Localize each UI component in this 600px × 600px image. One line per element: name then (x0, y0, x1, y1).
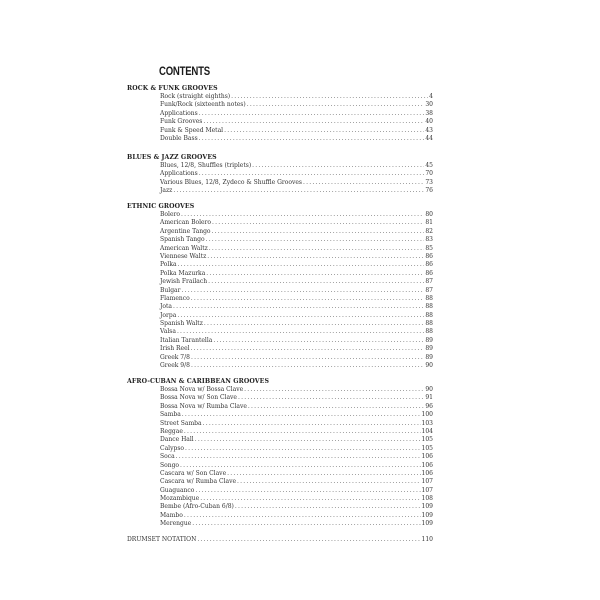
toc-entry (127, 420, 433, 428)
leader-dots (237, 478, 421, 486)
toc-entry (127, 512, 433, 520)
toc-entry-label: Cascara w/ Rumba Clave (160, 478, 237, 486)
leader-dots (199, 170, 425, 178)
toc-entry-label: Bossa Nova w/ Bossa Clave (160, 386, 244, 393)
toc-entry-label: Cascara w/ Son Clave (160, 469, 227, 477)
toc-entry-page: 88 (425, 294, 433, 302)
leader-dots (206, 236, 425, 244)
toc-entry (127, 495, 433, 503)
toc-entry-page: 100 (421, 411, 433, 419)
leader-dots (212, 219, 424, 227)
leader-dots (199, 110, 425, 118)
toc-entry-label: Applications (160, 109, 198, 117)
toc-entry (127, 354, 433, 362)
toc-entry-page: 106 (421, 469, 433, 477)
toc-entry-page: 89 (425, 336, 433, 344)
leader-dots (177, 328, 424, 336)
leader-dots (248, 403, 424, 411)
toc-entry (127, 179, 433, 187)
toc-entry-label: Calypso (160, 444, 185, 452)
leader-dots (191, 362, 424, 370)
leader-dots (191, 345, 425, 353)
toc-section (127, 202, 433, 370)
toc-entry-page: 82 (425, 227, 433, 235)
toc-entry-page: 106 (421, 453, 433, 461)
toc-entry-page: 106 (421, 461, 433, 469)
toc-entry-page: 83 (425, 236, 433, 244)
toc-entry-label: Applications (160, 170, 198, 178)
toc-entry-label: Bolero (160, 211, 180, 218)
toc-entry (127, 253, 433, 261)
toc-entry-page: 44 (425, 134, 433, 142)
toc-entry (127, 278, 433, 286)
toc-entry (127, 453, 433, 461)
leader-dots (195, 436, 421, 444)
toc-entry-label: Bossa Nova w/ Rumba Clave (160, 402, 247, 410)
toc-entry-page: 85 (425, 244, 433, 252)
leader-dots (182, 411, 421, 419)
toc-entry-label: Dance Hall (160, 436, 194, 444)
toc-entry (127, 462, 433, 470)
toc-entry-page: 4 (429, 93, 433, 100)
toc-entry-page: 89 (425, 345, 433, 353)
toc-entry-label: Funk Grooves (160, 118, 203, 126)
toc-entry-label: Funk & Speed Metal (160, 126, 224, 134)
toc-entry-page: 40 (425, 118, 433, 126)
leader-dots (244, 386, 424, 394)
toc-entry-label: Street Samba (160, 419, 202, 427)
toc-entry (127, 328, 433, 336)
toc-entry-page: 88 (425, 328, 433, 336)
leader-dots (209, 245, 425, 253)
leader-dots (213, 337, 424, 345)
leader-dots (235, 503, 421, 511)
toc-section (127, 153, 433, 196)
toc-entry (127, 261, 433, 269)
leader-dots (181, 211, 424, 219)
toc-entry-page: 86 (425, 269, 433, 277)
toc-entry (127, 386, 433, 394)
leader-dots (200, 495, 420, 503)
toc-entry (127, 228, 433, 236)
toc-entry-label: Polka (160, 261, 177, 269)
toc-entry-label: Jazz (160, 187, 173, 195)
leader-dots (212, 228, 425, 236)
toc-entry-label: Jota (160, 303, 173, 311)
toc-entry-label: Greek 7/8 (160, 353, 190, 361)
leader-dots (203, 118, 424, 126)
leader-dots (191, 354, 424, 362)
leader-dots (178, 261, 425, 269)
toc-entry-page: 76 (425, 187, 433, 195)
toc-entry (127, 127, 433, 135)
toc-entry-label: Rock (straight eighths) (160, 93, 231, 100)
toc-entry (127, 118, 433, 126)
toc-entry-label: American Bolero (160, 219, 212, 227)
toc-entry (127, 219, 433, 227)
toc-entry (127, 162, 433, 170)
toc-entry-label: Blues, 12/8, Shuffles (triplets) (160, 162, 252, 169)
toc-entry-label: DRUMSET NOTATION (127, 536, 197, 543)
leader-dots (303, 179, 424, 187)
toc-entry-label: Greek 9/8 (160, 362, 190, 370)
leader-dots (181, 287, 424, 295)
toc-entry-page: 38 (425, 109, 433, 117)
toc-entry-page: 108 (421, 495, 433, 503)
toc-entry-label: Mambo (160, 511, 183, 519)
toc-entry (127, 295, 433, 303)
leader-dots (207, 253, 424, 261)
toc-entry-label: Bossa Nova w/ Son Clave (160, 394, 237, 402)
toc-entry (127, 170, 433, 178)
leader-dots (184, 428, 421, 436)
toc-entry-page: 109 (421, 511, 433, 519)
toc-entry-page: 91 (425, 394, 433, 402)
section-heading: ROCK & FUNK GROOVES (127, 85, 218, 92)
toc-entry-page: 96 (425, 402, 433, 410)
toc-entry-page: 88 (425, 303, 433, 311)
toc-entry-label: Italian Tarantella (160, 336, 213, 344)
toc-entry-label: Irish Reel (160, 345, 190, 353)
leader-dots (177, 312, 424, 320)
toc-entry (127, 187, 433, 195)
toc-entry (127, 101, 433, 109)
section-heading: AFRO-CUBAN & CARIBBEAN GROOVES (127, 378, 270, 385)
toc-entry-page: 70 (425, 170, 433, 178)
leader-dots (203, 420, 421, 428)
toc-entry-label: Viennese Waltz (160, 252, 207, 260)
toc-entry-label: American Waltz (160, 244, 208, 252)
toc-entry-label: Samba (160, 411, 181, 419)
toc-entry-label: Merengue (160, 520, 192, 528)
toc-entry-page: 90 (425, 386, 433, 393)
toc-entry-page: 105 (421, 436, 433, 444)
page-title: CONTENTS (159, 64, 210, 78)
leader-dots (173, 187, 424, 195)
toc-entry (127, 287, 433, 295)
toc-entry-label: Spanish Waltz (160, 320, 203, 328)
toc-entry-page: 86 (425, 261, 433, 269)
toc-entry-page: 88 (425, 311, 433, 319)
toc-entry (127, 245, 433, 253)
toc-entry (127, 312, 433, 320)
toc-entry (127, 211, 433, 219)
leader-dots (204, 320, 424, 328)
leader-dots (238, 394, 424, 402)
leader-dots (227, 470, 420, 478)
leader-dots (176, 453, 421, 461)
toc-entry-page: 73 (425, 178, 433, 186)
leader-dots (199, 135, 425, 143)
leader-dots (195, 487, 420, 495)
toc-entry (127, 520, 433, 528)
toc-entry (127, 503, 433, 511)
toc-entry-label: Double Bass (160, 134, 198, 142)
toc-entry-label: Argentine Tango (160, 227, 211, 235)
toc-entry (127, 536, 433, 544)
toc-entry-page: 109 (421, 520, 433, 528)
toc-entry (127, 403, 433, 411)
section-heading: BLUES & JAZZ GROOVES (127, 154, 217, 161)
leader-dots (231, 93, 428, 101)
toc-entry (127, 337, 433, 345)
toc-entry-label: Polka Mazurka (160, 269, 206, 277)
toc-entry-label: Jorpa (160, 311, 177, 319)
toc-entry (127, 445, 433, 453)
toc-entry-label: Mozambique (160, 495, 200, 503)
toc-entry (127, 362, 433, 370)
toc-entry-page: 107 (421, 486, 433, 494)
toc-section (127, 84, 433, 143)
toc-entry-label: Guaguanco (160, 486, 195, 494)
leader-dots (185, 445, 421, 453)
leader-dots (224, 127, 424, 135)
toc-entry (127, 345, 433, 353)
toc-section-drumset-notation (127, 536, 433, 544)
toc-entry-label: Spanish Tango (160, 236, 205, 244)
toc-entry (127, 135, 433, 143)
toc-entry-page: 109 (421, 503, 433, 511)
toc-entry-page: 86 (425, 252, 433, 260)
toc-entry (127, 411, 433, 419)
leader-dots (208, 278, 424, 286)
toc-entry-label: Valsa (160, 328, 176, 336)
leader-dots (173, 303, 424, 311)
toc-entry (127, 487, 433, 495)
toc-entry-page: 30 (425, 101, 433, 109)
leader-dots (180, 462, 421, 470)
leader-dots (206, 270, 424, 278)
leader-dots (247, 101, 425, 109)
toc-entry-page: 80 (425, 211, 433, 218)
toc-entry-page: 88 (425, 320, 433, 328)
toc-entry (127, 110, 433, 118)
toc-entry-page: 81 (425, 219, 433, 227)
toc-entry (127, 470, 433, 478)
toc-entry-page: 89 (425, 353, 433, 361)
toc-entry-page: 45 (425, 162, 433, 169)
leader-dots (184, 512, 421, 520)
leader-dots (252, 162, 424, 170)
toc-entry-page: 110 (421, 536, 433, 543)
toc-entry-page: 105 (421, 444, 433, 452)
leader-dots (192, 520, 420, 528)
toc-entry-page: 87 (425, 286, 433, 294)
leader-dots (191, 295, 425, 303)
section-heading: ETHNIC GROOVES (127, 203, 195, 210)
toc-entry (127, 320, 433, 328)
toc-entry (127, 303, 433, 311)
toc-entry-page: 103 (421, 419, 433, 427)
toc-entry-label: Funk/Rock (sixteenth notes) (160, 101, 246, 109)
toc-entry-label: Songo (160, 461, 180, 469)
toc-entry (127, 270, 433, 278)
toc-entry-label: Various Blues, 12/8, Zydeco & Shuffle Grooves (160, 178, 302, 186)
toc-entry (127, 436, 433, 444)
toc-entry-label: Bembe (Afro-Cuban 6/8) (160, 503, 234, 511)
toc-entry-page: 90 (425, 362, 433, 370)
toc-entry-label: Bulgar (160, 286, 181, 294)
toc-entry (127, 478, 433, 486)
toc-entry-label: Flamenco (160, 294, 190, 302)
toc-entry-page: 107 (421, 478, 433, 486)
toc-entry (127, 428, 433, 436)
toc-entry (127, 93, 433, 101)
toc-entry-label: Reggae (160, 427, 183, 435)
toc-section (127, 377, 433, 529)
toc-entry-page: 43 (425, 126, 433, 134)
toc-entry-page: 87 (425, 278, 433, 286)
leader-dots (197, 536, 420, 544)
toc-entry (127, 394, 433, 402)
toc-entry-page: 104 (421, 427, 433, 435)
toc-entry-label: Soca (160, 453, 175, 461)
toc-entry-label: Jewish Frailach (160, 278, 208, 286)
toc-entry (127, 236, 433, 244)
